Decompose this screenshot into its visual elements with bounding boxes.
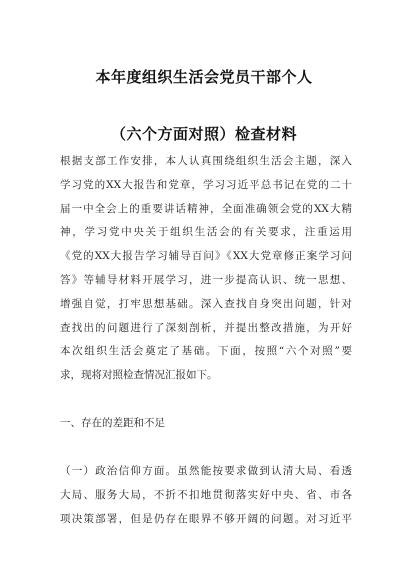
intro-line: 届一中全会上的重要讲话精神，全面准确领会党的XX大精 (60, 202, 352, 215)
intro-line: 本次组织生活会奠定了基础。下面，按照“六个对照”要 (60, 345, 352, 358)
section-line: （一）政治信仰方面。虽然能按要求做到认清大局、看透 (60, 465, 352, 477)
intro-line: 根据支部工作安排，本人认真围绕组织生活会主题，深入 (60, 155, 352, 167)
intro-paragraph (60, 150, 352, 388)
section-line: 项决策部署，但是仍存在眼界不够开阔的问题。对习近平 (60, 512, 352, 525)
section-paragraph (60, 460, 352, 531)
intro-line: 答》等辅导材料开展学习，进一步提高认识、统一思想、 (60, 273, 352, 286)
section-heading: 一、存在的差距和不足 (60, 417, 165, 429)
document-title-line-1: 本年度组织生活会党员干部个人 (95, 68, 313, 86)
section-line: 大局、服务大局，不折不扣地贯彻落实好中央、省、市各 (60, 488, 352, 501)
intro-line: 增强自觉，打牢思想基础。深入查找自身突出问题，针对 (60, 297, 352, 310)
intro-line: 求，现将对照检查情况汇报如下。 (60, 369, 218, 382)
intro-line: 学习党的XX大报告和党章，学习习近平总书记在党的二十 (60, 178, 352, 191)
document-title-line-2: （六个方面对照）检查材料 (110, 125, 297, 143)
intro-line: 《党的XX大报告学习辅导百问》《XX大党章修正案学习问 (60, 250, 352, 263)
intro-line: 神，学习党中央关于组织生活会的有关要求，注重运用 (60, 226, 352, 239)
intro-line: 查找出的问题进行了深刻剖析，并提出整改措施，为开好 (60, 321, 352, 334)
